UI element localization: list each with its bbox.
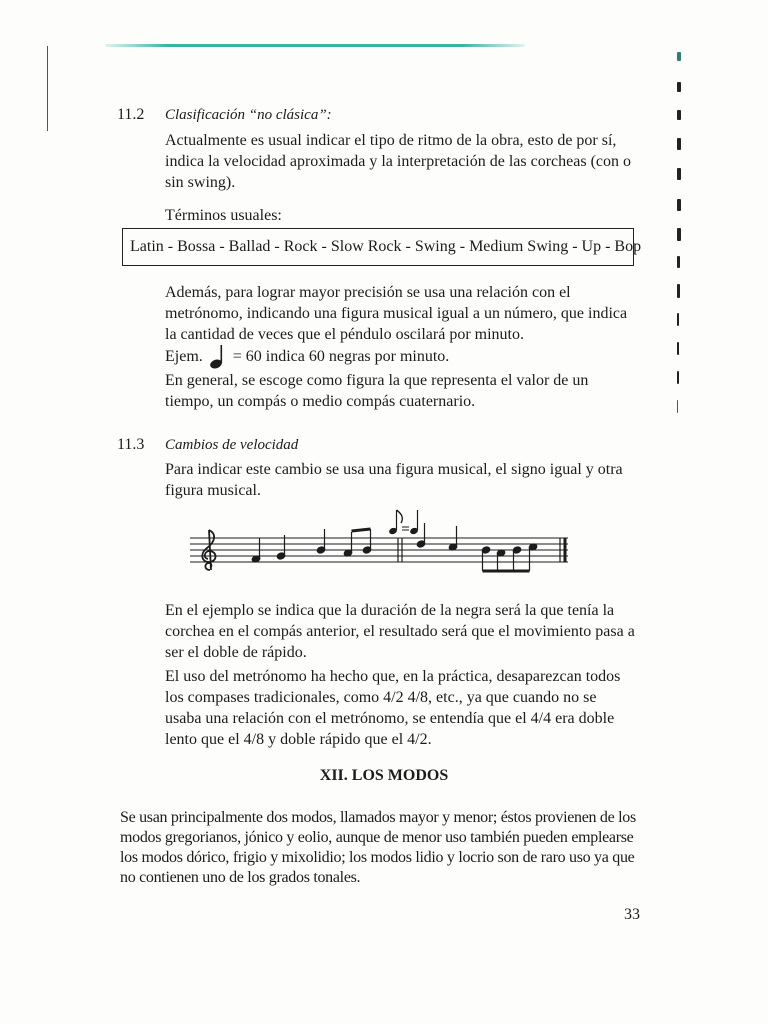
binding-mark: [677, 228, 681, 241]
top-color-stripe: [105, 44, 525, 47]
paragraph: Además, para lograr mayor precisión se usa una relación con el metrónomo, indicando una figura musical igual a un número, que indica la cantidad de veces que el péndulo oscilará por minuto.: [165, 284, 628, 343]
binding-mark: [677, 168, 681, 180]
section-number: 11.3: [117, 436, 145, 453]
section-number: 11.2: [117, 106, 145, 123]
binding-mark: [677, 138, 681, 150]
notes-measure-2: [416, 523, 538, 571]
music-score: [190, 500, 570, 582]
binding-mark: [677, 52, 681, 61]
binding-mark: [677, 400, 678, 413]
section-title: Clasificación “no clásica”:: [165, 107, 332, 123]
paragraph: Para indicar este cambio se usa una figura musical, el signo igual y otra figura musical.: [165, 461, 623, 499]
example-label: Ejem.: [165, 348, 203, 365]
terms-list: Latin - Bossa - Ballad - Rock - Slow Rock - Swing - Medium Swing - Up - Bop: [130, 238, 642, 255]
notes-measure-1: [251, 529, 372, 563]
binding-mark: [677, 371, 679, 384]
paragraph: Actualmente es usual indicar el tipo de ritmo de la obra, esto de por sí, indica la velocidad aproximada y la interpretación de las corcheas (con o sin swing).: [165, 132, 632, 191]
chapter-title: XII. LOS MODOS: [319, 767, 449, 784]
paragraph: En general, se escoge como figura la que representa el valor de un tiempo, un compás o medio compás cuaternario.: [165, 372, 589, 410]
example-text: = 60 indica 60 negras por minuto.: [232, 348, 450, 365]
paragraph: Se usan principalmente dos modos, llamados mayor y menor; éstos provienen de los modos gregorianos, jónico y eolio, aunque de menor uso también pueden emplearse los modos dórico, frigio y mixolidio; los modos lidio y locrio son de raro uso ya que no contienen uno de los grados tonales.: [120, 809, 636, 886]
binding-mark: [677, 82, 681, 92]
quarter-note-icon: [207, 344, 229, 370]
paragraph: En el ejemplo se indica que la duración de la negra será la que tenía la corchea en el compás anterior, el resultado será que el movimiento pasa a ser el doble de rápido.: [165, 602, 635, 661]
binding-mark: [677, 284, 680, 298]
page-number: 33: [624, 906, 640, 923]
terms-box: [122, 228, 642, 266]
page-edge-line: [47, 46, 48, 131]
section-title: Cambios de velocidad: [165, 437, 299, 453]
binding-mark: [677, 313, 679, 326]
paragraph: El uso del metrónomo ha hecho que, en la práctica, desaparezcan todos los compases tradicionales, como 4/2 4/8, etc., ya que cuando no se usaba una relación con el metrónomo, se entendía que el 4/4 era doble lento que el 4/8 y doble rápido que el 4/2.: [165, 668, 621, 748]
staff-lines: [190, 538, 568, 562]
terms-label: Términos usuales:: [165, 207, 282, 224]
binding-mark: [677, 110, 681, 120]
binding-mark: [677, 256, 680, 268]
binding-mark: [677, 199, 681, 211]
tempo-example: [165, 344, 449, 370]
tempo-change-marking: [388, 510, 419, 535]
binding-mark: [677, 342, 679, 355]
